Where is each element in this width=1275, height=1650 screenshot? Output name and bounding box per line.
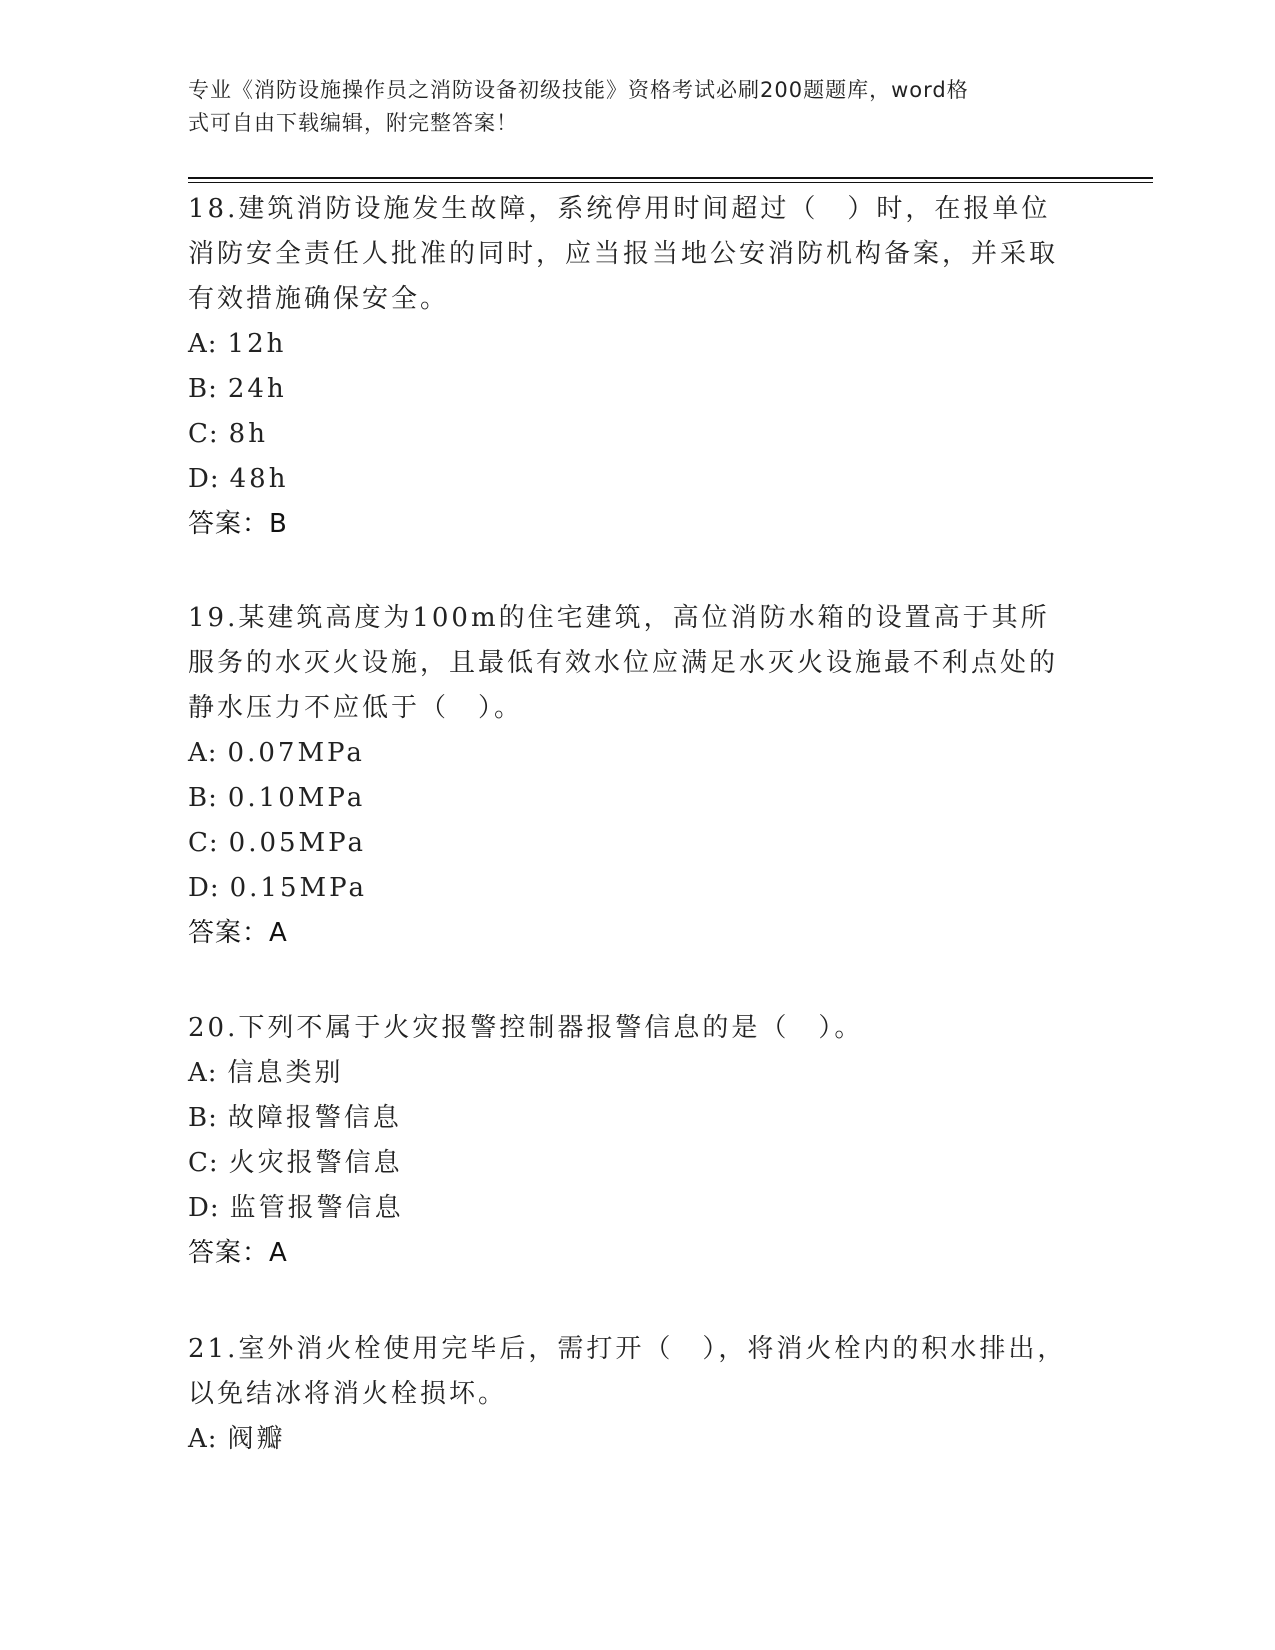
- header-divider-thick: [188, 177, 1153, 179]
- option-d: D: 48h: [188, 464, 289, 494]
- option-a: A: 12h: [188, 329, 287, 359]
- option-a: A: 0.07MPa: [188, 738, 365, 768]
- option-c: C: 火灾报警信息: [188, 1148, 403, 1178]
- question-stem: 19.某建筑高度为100m的住宅建筑，高位消防水箱的设置高于其所服务的水灭火设施，且最低有效水位应满足水灭火设施最不利点处的静水压力不应低于（ ）。: [188, 603, 1059, 723]
- option-c: C: 8h: [188, 419, 268, 449]
- header-line-1: 专业《消防设施操作员之消防设备初级技能》资格考试必刷200题题库，word格: [188, 78, 969, 102]
- option-b: B: 0.10MPa: [188, 783, 366, 813]
- header-divider-thin: [188, 182, 1153, 183]
- question-stem: 21.室外消火栓使用完毕后，需打开（ ），将消火栓内的积水排出，以免结冰将消火栓损坏。: [188, 1334, 1067, 1409]
- question-21: [188, 1327, 1068, 1462]
- document-header: [188, 74, 1068, 140]
- question-19: [188, 596, 1068, 956]
- option-a: A: 信息类别: [188, 1058, 344, 1088]
- answer-label: 答案：B: [188, 509, 288, 539]
- answer-label: 答案：A: [188, 918, 288, 948]
- option-a: A: 阀瓣: [188, 1424, 286, 1454]
- option-d: D: 0.15MPa: [188, 873, 367, 903]
- question-stem: 18.建筑消防设施发生故障，系统停用时间超过（ ）时，在报单位消防安全责任人批准的同时，应当报当地公安消防机构备案，并采取有效措施确保安全。: [188, 194, 1059, 314]
- question-stem: 20.下列不属于火灾报警控制器报警信息的是（ ）。: [188, 1013, 864, 1043]
- header-line-2: 式可自由下载编辑，附完整答案！: [188, 111, 518, 135]
- question-20: [188, 1006, 1068, 1276]
- option-d: D: 监管报警信息: [188, 1193, 404, 1223]
- question-18: [188, 187, 1068, 547]
- option-b: B: 故障报警信息: [188, 1103, 402, 1133]
- answer-label: 答案：A: [188, 1238, 288, 1268]
- option-c: C: 0.05MPa: [188, 828, 366, 858]
- option-b: B: 24h: [188, 374, 287, 404]
